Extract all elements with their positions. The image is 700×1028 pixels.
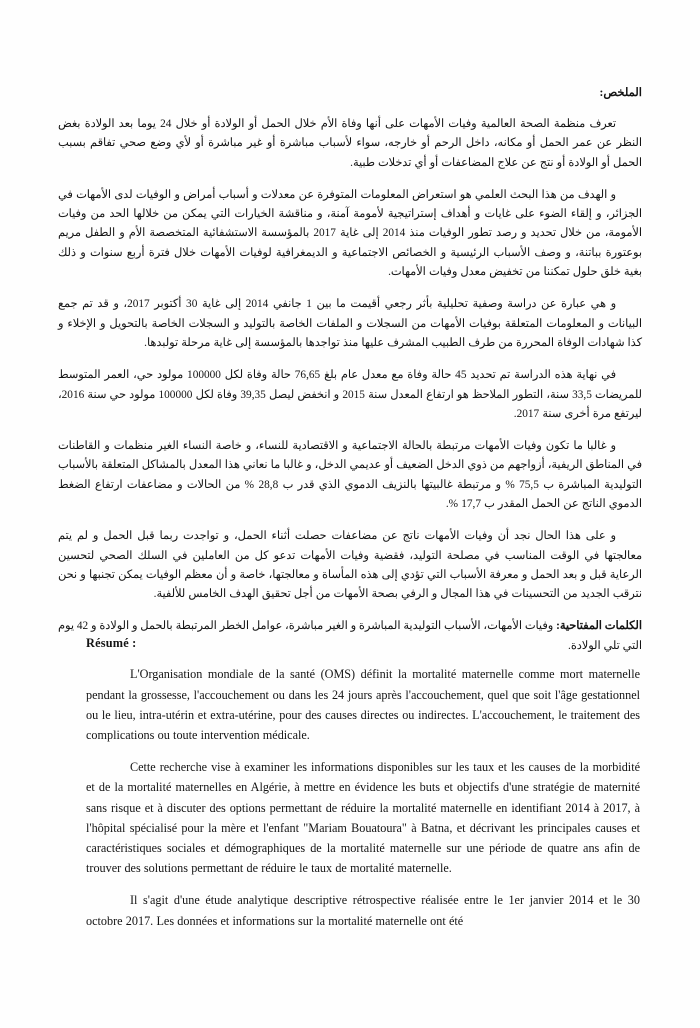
arabic-paragraph-definition: تعرف منظمة الصحة العالمية وفيات الأمهات على أنها وفاة الأم خلال الحمل أو الولادة أو خلال 24 يوما بعد الولادة بغض النظر عن عمر الحمل أو مكانه، داخل الرحم أو خارجه، سواء لأسباب مباشرة أو غير مباشرة أو لأي وضع صحي تفاقم بسبب الحمل أو الولادة أو نتج عن علاج المضاعفات أو أي تدخلات طبية.	[58, 117, 642, 169]
french-paragraph-methodology: Il s'agit d'une étude analytique descriptive rétrospective réalisée entre le 1er janvier 2014 et le 30 octobre 2017. Les données et informations sur la mortalité maternelle ont été	[86, 893, 640, 928]
french-paragraph-definition: L'Organisation mondiale de la santé (OMS) définit la mortalité maternelle comme mort maternelle pendant la grossesse, l'accouchement ou dans les 24 jours après l'accouchement, quel que soit l'âge gestationnel ou le lieu, intra-utérin et extra-utérine, pour des causes directes ou indirectes. L'accouchement, le traitement des complications ou toute intervention médicale.	[86, 667, 640, 742]
french-abstract-section	[86, 636, 640, 931]
french-abstract-heading: Résumé :	[86, 636, 137, 650]
arabic-abstract-heading: الملخص:	[599, 87, 642, 99]
arabic-paragraph-conclusion: و على هذا الحال نجد أن وفيات الأمهات ناتج عن مضاعفات حصلت أثناء الحمل، و تواجدت ربما قبل الحمل و لم يتم معالجتها في الوقت المناسب في مصلحة التوليد، فقضية وفيات الأمهات تدعو كل من العاملين في السلك الصحي لتحسين الرعاية قبل و بعد الحمل و معرفة الأسباب التي تؤدي إلى هذه المأساة و معالجتها، خاصة و أن معظم الوفيات يمكن تجنبها و نحن نترقب الجديد من التحسينات في هذا المجال و الرفي بصحة الأمهات من أجل تحقيق الهدف الخامس للألفية.	[58, 530, 642, 601]
arabic-paragraph-socioeconomic: و غالبا ما تكون وفيات الأمهات مرتبطة بالحالة الاجتماعية و الاقتصادية للنساء، و خاصة النساء الغير منظمات و القاطنات في المناطق الريفية، أزواجهم من ذوي الدخل الضعيف أو عديمي الدخل، و غالبا ما نعاني هذا المعدل بالمشاكل المتعلقة بالأسباب التوليدية المباشرة ب 75,5 % و مرتبطة غالبيتها بالنزيف الدموي الذي قدر ب 28,8 % من الحالات و مضاعفات ارتفاع الضغط الدموي الناتج عن الحمل المقدر ب 17,7 %.	[58, 440, 642, 510]
arabic-paragraph-methodology: و هي عبارة عن دراسة وصفية تحليلية بأثر رجعي أقيمت ما بين 1 جانفي 2014 إلى غاية 30 أكتوبر 2017، و قد تم جمع البيانات و المعلومات المتعلقة بوفيات الأمهات من السجلات و الملفات الخاصة بالتوليد و السجلات الخاصة بالتحويل و الإخلاء و كذا شهادات الوفاة المحررة من طرف الطبيب المشرف عليها منذ تواجدها بالمؤسسة إلى غاية مرحلة تولبدها.	[58, 298, 642, 349]
arabic-abstract-section	[58, 86, 642, 656]
arabic-keywords-label: الكلمات المفتاحية:	[556, 620, 642, 633]
french-paragraph-objective: Cette recherche vise à examiner les informations disponibles sur les taux et les causes de la morbidité et de la mortalité maternelles en Algérie, à mettre en évidence les buts et objectifs d'une stratégie de maternité sans risque et à discuter des options permettant de réduire la mortalité maternelle en identifiant 2014 à 2017, à l'hôpital spécialisé pour la mère et l'enfant "Mariam Bouatoura" à Batna, et décrivant les principales causes et caractéristiques sociales et démographiques de la mortalité maternelle sur une période de quatre ans afin de trouver des solutions permettant de réduire le taux de mortalité maternelle.	[86, 760, 640, 876]
arabic-paragraph-results: في نهاية هذه الدراسة تم تحديد 45 حالة وفاة مع معدل عام بلغ 76,65 حالة وفاة لكل 100000 مولود حي، العمر المتوسط للمريضات 33,5 سنة، التطور الملاحظ هو ارتفاع المعدل سنة 2015 و انخفض ليصل 39,35 وفاة لكل 100000 مولود حي سنة 2016، ليرتفع مرة أخرى سنة 2017.	[58, 369, 643, 420]
arabic-paragraph-objective: و الهدف من هذا البحث العلمي هو استعراض المعلومات المتوفرة عن معدلات و أسباب أمراض و الوفيات لدى الأمهات في الجزائر، و إلقاء الضوء على غايات و أهداف إستراتيجية لأمومة آمنة، و مناقشة الخيارات التي يمكن من خلالها الحد من وفيات الأمومة، من خلال تحديد و رصد تطور الوفيات منذ 2014 إلى غاية 2017 بالمؤسسة الاستشفائية المتخصصة الأم و الطفل مريم بوعتورة بباتنة، و وصف الأسباب الرئيسية و الخصائص الاجتماعية و الديمغرافية لوفيات الأمهات خلال فترة أربع سنوات و ذلك بغية خلق حلول تمكننا من تخفيض معدل وفيات الأمهات.	[58, 188, 642, 279]
arabic-keywords-text: وفيات الأمهات، الأسباب التوليدية المباشرة و الغير مباشرة، عوامل الخطر المرتبطة بالحمل و الولادة و 42 يوم التي تلي الولادة.	[58, 620, 642, 652]
